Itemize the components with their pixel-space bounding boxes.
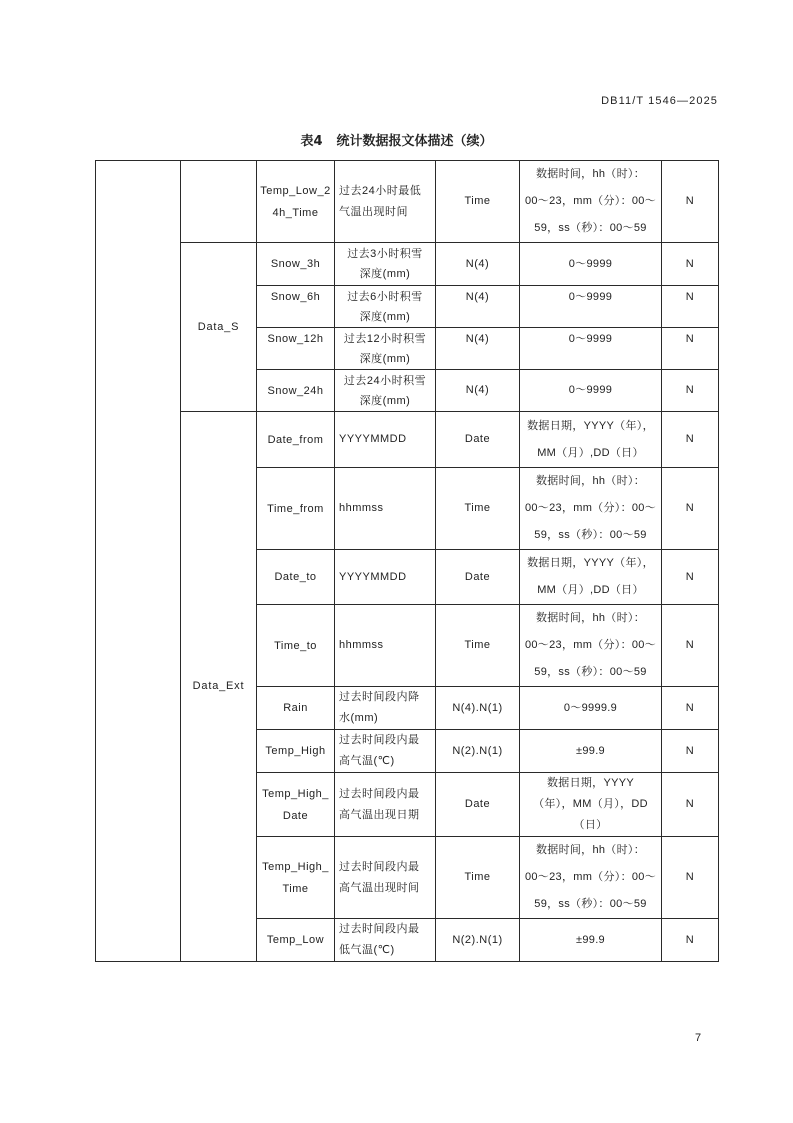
field-name: Time_to <box>257 605 335 687</box>
required-flag: N <box>662 730 719 773</box>
value-range: 数据日期，YYYY（年）， MM（月）,DD（日） <box>520 412 662 468</box>
required-flag: N <box>662 243 719 286</box>
value-range: 数据时间，hh（时）： 00～23，mm（分）：00～ 59，ss（秒）：00～59 <box>520 468 662 550</box>
data-type: N(4) <box>436 243 520 286</box>
field-description: 过去24小时最低 气温出现时间 <box>335 161 436 243</box>
field-description: 过去时间段内最 高气温出现日期 <box>335 773 436 837</box>
data-type: N(4) <box>436 370 520 412</box>
value-range: 0～9999 <box>520 243 662 286</box>
field-description: 过去24小时积雪 深度(mm) <box>335 370 436 412</box>
required-flag: N <box>662 687 719 730</box>
field-description: hhmmss <box>335 605 436 687</box>
field-name: Snow_6h <box>257 286 335 328</box>
table-row <box>96 243 719 286</box>
field-description: YYYYMMDD <box>335 412 436 468</box>
field-name: Snow_3h <box>257 243 335 286</box>
field-description: 过去时间段内降 水(mm) <box>335 687 436 730</box>
table-number: 表4 <box>300 134 323 149</box>
field-description: 过去时间段内最 高气温(℃) <box>335 730 436 773</box>
table-row <box>96 412 719 468</box>
value-range: ±99.9 <box>520 919 662 962</box>
field-description: 过去12小时积雪 深度(mm) <box>335 328 436 370</box>
field-description: hhmmss <box>335 468 436 550</box>
required-flag: N <box>662 328 719 370</box>
data-type: Date <box>436 773 520 837</box>
data-type: N(2).N(1) <box>436 919 520 962</box>
data-type: Time <box>436 837 520 919</box>
group-cell-empty <box>181 161 257 243</box>
value-range: 0～9999.9 <box>520 687 662 730</box>
required-flag: N <box>662 468 719 550</box>
required-flag: N <box>662 550 719 605</box>
required-flag: N <box>662 919 719 962</box>
table-caption <box>0 130 793 149</box>
data-type: Date <box>436 550 520 605</box>
standard-code: DB11/T 1546—2025 <box>601 95 718 107</box>
value-range: 数据时间，hh（时）： 00～23，mm（分）：00～ 59，ss（秒）：00～59 <box>520 161 662 243</box>
data-type: Time <box>436 605 520 687</box>
field-name: Temp_High_ Date <box>257 773 335 837</box>
required-flag: N <box>662 286 719 328</box>
required-flag: N <box>662 773 719 837</box>
field-name: Date_to <box>257 550 335 605</box>
data-type: N(2).N(1) <box>436 730 520 773</box>
required-flag: N <box>662 412 719 468</box>
required-flag: N <box>662 370 719 412</box>
category-cell-empty <box>96 161 181 962</box>
data-type: Date <box>436 412 520 468</box>
field-description: 过去3小时积雪 深度(mm) <box>335 243 436 286</box>
data-type: N(4) <box>436 286 520 328</box>
data-type: Time <box>436 161 520 243</box>
field-name: Time_from <box>257 468 335 550</box>
field-description: YYYYMMDD <box>335 550 436 605</box>
value-range: 0～9999 <box>520 370 662 412</box>
field-name: Temp_Low <box>257 919 335 962</box>
value-range: ±99.9 <box>520 730 662 773</box>
required-flag: N <box>662 161 719 243</box>
value-range: 数据时间，hh（时）： 00～23，mm（分）：00～ 59，ss（秒）：00～59 <box>520 837 662 919</box>
table-title: 统计数据报文体描述（续） <box>336 134 493 149</box>
value-range: 数据日期，YYYY （年），MM（月），DD （日） <box>520 773 662 837</box>
field-description: 过去时间段内最 高气温出现时间 <box>335 837 436 919</box>
required-flag: N <box>662 837 719 919</box>
table-row <box>96 161 719 243</box>
field-name: Date_from <box>257 412 335 468</box>
value-range: 0～9999 <box>520 286 662 328</box>
data-type: N(4).N(1) <box>436 687 520 730</box>
field-name: Temp_Low_2 4h_Time <box>257 161 335 243</box>
value-range: 0～9999 <box>520 328 662 370</box>
value-range: 数据时间，hh（时）： 00～23，mm（分）：00～ 59，ss（秒）：00～59 <box>520 605 662 687</box>
data-type: Time <box>436 468 520 550</box>
page-number: 7 <box>695 1032 702 1044</box>
field-name: Snow_12h <box>257 328 335 370</box>
message-body-table <box>95 160 719 962</box>
field-name: Rain <box>257 687 335 730</box>
field-description: 过去时间段内最 低气温(℃) <box>335 919 436 962</box>
value-range: 数据日期，YYYY（年）， MM（月）,DD（日） <box>520 550 662 605</box>
required-flag: N <box>662 605 719 687</box>
field-name: Snow_24h <box>257 370 335 412</box>
data-type: N(4) <box>436 328 520 370</box>
field-name: Temp_High <box>257 730 335 773</box>
field-name: Temp_High_ Time <box>257 837 335 919</box>
group-label-data-ext: Data_Ext <box>181 412 257 962</box>
field-description: 过去6小时积雪 深度(mm) <box>335 286 436 328</box>
group-label-data-s: Data_S <box>181 243 257 412</box>
